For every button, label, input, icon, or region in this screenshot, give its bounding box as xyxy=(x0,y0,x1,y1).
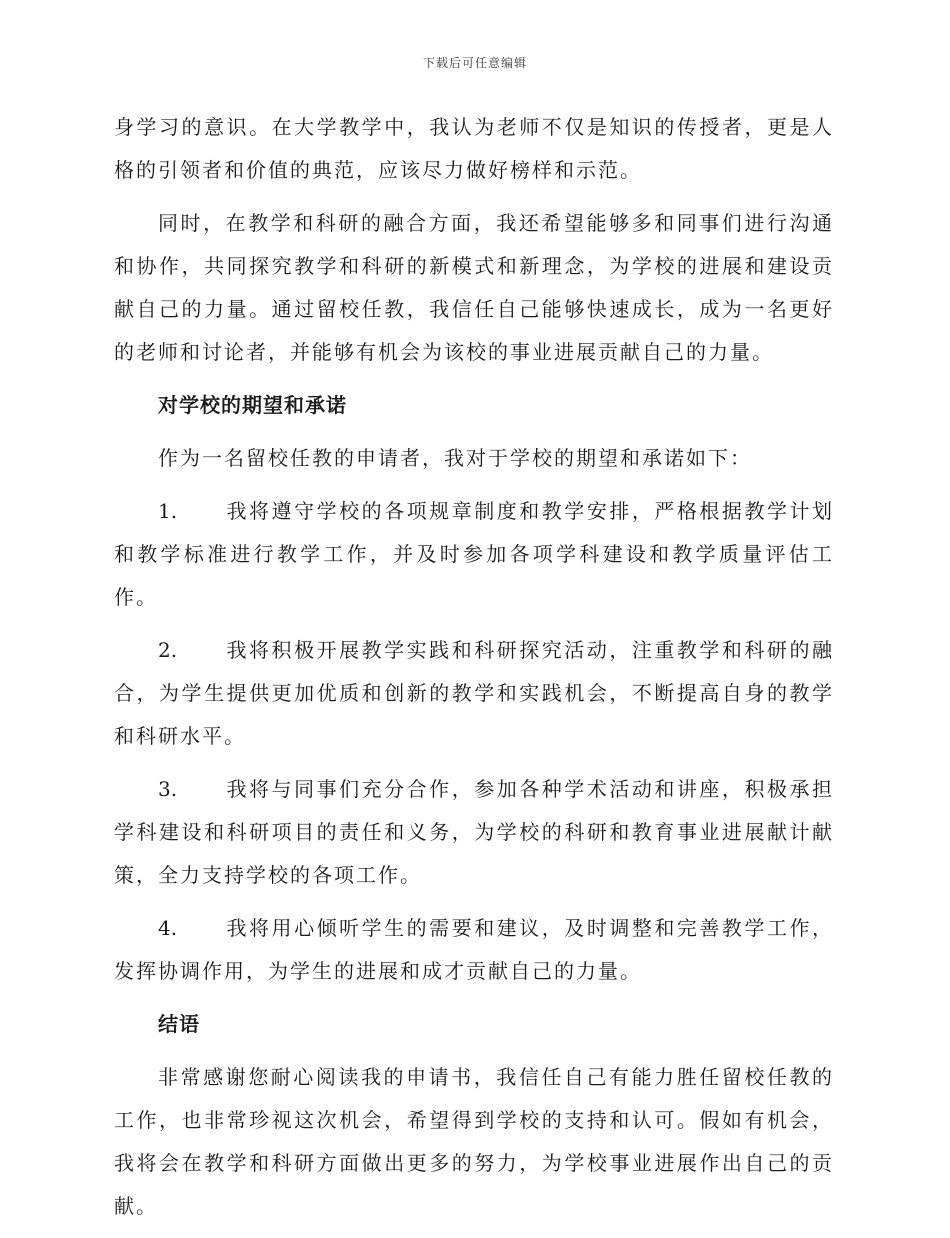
list-item-text: 我将用心倾听学生的需要和建议，及时调整和完善教学工作，发挥协调作用，为学生的进展和成才贡献自己的力量。 xyxy=(114,916,834,983)
list-item-text: 我将积极开展教学实践和科研探究活动，注重教学和科研的融合，为学生提供更加优质和创新的教学和实践机会，不断提高自身的教学和科研水平。 xyxy=(114,638,834,748)
paragraph-conclusion: 非常感谢您耐心阅读我的申请书，我信任自己有能力胜任留校任教的工作，也非常珍视这次机会，希望得到学校的支持和认可。假如有机会，我将会在教学和科研方面做出更多的努力，为学校事业进展作出自己的贡献。 xyxy=(114,1065,834,1218)
section-heading-expectations: 对学校的期望和承诺 xyxy=(158,393,347,417)
list-item-text: 我将遵守学校的各项规章制度和教学安排，严格根据教学计划和教学标准进行教学工作，并及时参加各项学科建设和教学质量评估工作。 xyxy=(114,499,834,609)
paragraph-collaboration: 同时，在教学和科研的融合方面，我还希望能够多和同事们进行沟通和协作，共同探究教学和科研的新模式和新理念，为学校的进展和建设贡献自己的力量。通过留校任教，我信任自己能够快速成长，成为一名更好的老师和讨论者，并能够有机会为该校的事业进展贡献自己的力量。 xyxy=(114,211,834,364)
list-item-text: 我将与同事们充分合作，参加各种学术活动和讲座，积极承担学科建设和科研项目的责任和义务，为学校的科研和教育事业进展献计献策，全力支持学校的各项工作。 xyxy=(114,777,834,887)
paragraph-continuation: 身学习的意识。在大学教学中，我认为老师不仅是知识的传授者，更是人格的引领者和价值的典范，应该尽力做好榜样和示范。 xyxy=(114,115,834,182)
list-item xyxy=(114,768,834,897)
list-item xyxy=(114,490,834,619)
list-item xyxy=(114,629,834,758)
list-item-number: 3. xyxy=(158,777,178,801)
paragraph-intro: 作为一名留校任教的申请者，我对于学校的期望和承诺如下： xyxy=(158,446,752,470)
page-header: 下载后可任意编辑 xyxy=(422,56,527,70)
section-heading-conclusion: 结语 xyxy=(158,1012,200,1036)
list-item xyxy=(114,907,834,993)
list-item-number: 4. xyxy=(158,916,178,940)
list-item-number: 2. xyxy=(158,638,178,662)
list-item-number: 1. xyxy=(158,499,178,523)
document-body xyxy=(114,106,834,1238)
